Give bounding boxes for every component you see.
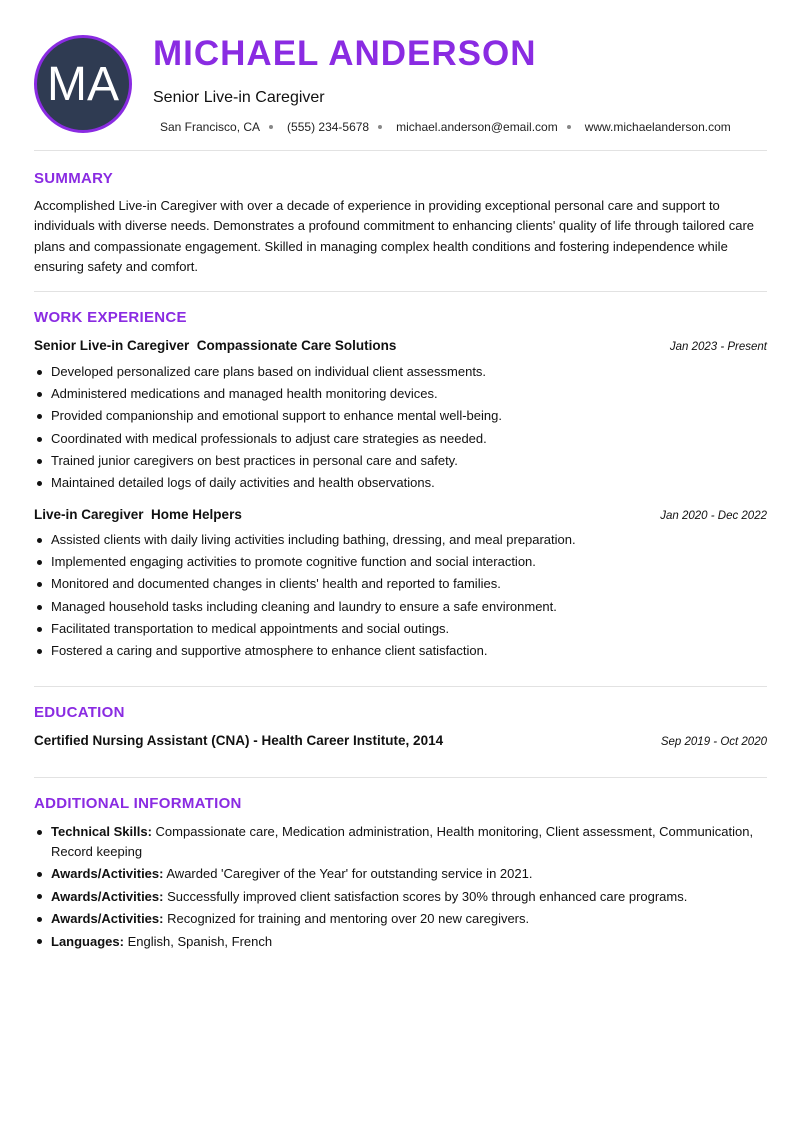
contact-website[interactable]: www.michaelanderson.com (584, 120, 731, 134)
job-role: Live-in Caregiver Home Helpers (34, 507, 242, 522)
list-item: Assisted clients with daily living activities including bathing, dressing, and meal preparation. (34, 529, 769, 551)
candidate-name: MICHAEL ANDERSON (153, 34, 537, 73)
divider (34, 150, 767, 151)
job-bullet-list (34, 361, 769, 494)
list-item: Trained junior caregivers on best practices in personal care and safety. (34, 450, 769, 472)
list-item: Implemented engaging activities to promote cognitive function and social interaction. (34, 551, 769, 573)
contact-phone[interactable]: (555) 234-5678 (287, 120, 370, 134)
job-bullet-list (34, 529, 769, 662)
list-item: Facilitated transportation to medical appointments and social outings. (34, 618, 769, 640)
info-label: Awards/Activities: (51, 888, 164, 904)
job-dates: Jan 2020 - Dec 2022 (660, 510, 767, 522)
separator-dot (269, 125, 273, 129)
avatar-initials: MA (47, 57, 119, 111)
info-label: Languages: (51, 933, 124, 949)
list-item (34, 822, 774, 861)
info-text: English, Spanish, French (127, 933, 273, 949)
education-entry (34, 733, 767, 748)
experience-heading: WORK EXPERIENCE (34, 309, 187, 326)
additional-info-list (34, 822, 774, 954)
divider (34, 291, 767, 292)
divider (34, 686, 767, 687)
separator-dot (567, 125, 571, 129)
avatar (34, 35, 132, 133)
list-item: Managed household tasks including cleaning and laundry to ensure a safe environment. (34, 596, 769, 618)
list-item: Provided companionship and emotional support to enhance mental well-being. (34, 405, 769, 427)
list-item: Monitored and documented changes in clients' health and reported to families. (34, 573, 769, 595)
job-header (34, 507, 767, 522)
list-item: Coordinated with medical professionals to adjust care strategies as needed. (34, 428, 769, 450)
list-item (34, 864, 774, 884)
job-dates: Jan 2023 - Present (669, 341, 767, 353)
info-label: Awards/Activities: (51, 866, 164, 881)
list-item (34, 932, 774, 952)
summary-text: Accomplished Live-in Caregiver with over a decade of experience in providing exceptional personal care and support to individuals with diverse needs. Demonstrates a profound commitment to enhancing clients' quality of life through tailored care plans and compassionate engagement. Skilled in managing complex health conditions and fostering independence while ensuring safety and comfort. (34, 198, 755, 274)
candidate-title: Senior Live-in Caregiver (153, 89, 325, 106)
contact-bar (160, 120, 731, 134)
job-role: Senior Live-in Caregiver Compassionate Care Solutions (34, 338, 397, 353)
contact-location: San Francisco, CA (160, 120, 261, 134)
divider (34, 777, 767, 778)
info-text: Awarded 'Caregiver of the Year' for outstanding service in 2021. (166, 866, 533, 881)
education-heading: EDUCATION (34, 704, 125, 721)
info-label: Technical Skills: (51, 824, 152, 839)
job-header (34, 338, 767, 353)
list-item: Developed personalized care plans based on individual client assessments. (34, 361, 769, 383)
additional-heading: ADDITIONAL INFORMATION (34, 795, 242, 812)
info-text: Successfully improved client satisfaction scores by 30% through enhanced care programs. (167, 888, 688, 904)
list-item: Fostered a caring and supportive atmosphere to enhance client satisfaction. (34, 640, 769, 662)
education-dates: Sep 2019 - Oct 2020 (660, 736, 767, 748)
summary-heading: SUMMARY (34, 170, 114, 187)
info-text: Recognized for training and mentoring over 20 new caregivers. (167, 911, 530, 926)
list-item: Administered medications and managed health monitoring devices. (34, 383, 769, 405)
education-degree: Certified Nursing Assistant (CNA) - Health Career Institute, 2014 (34, 733, 444, 748)
separator-dot (378, 125, 382, 129)
list-item (34, 909, 774, 929)
info-text: Compassionate care, Medication administration, Health monitoring, Client assessment, Communication, Record keeping (51, 824, 754, 859)
list-item: Maintained detailed logs of daily activities and health observations. (34, 472, 769, 494)
contact-email[interactable]: michael.anderson@email.com (396, 120, 558, 134)
list-item (34, 887, 774, 907)
info-label: Awards/Activities: (51, 911, 164, 926)
